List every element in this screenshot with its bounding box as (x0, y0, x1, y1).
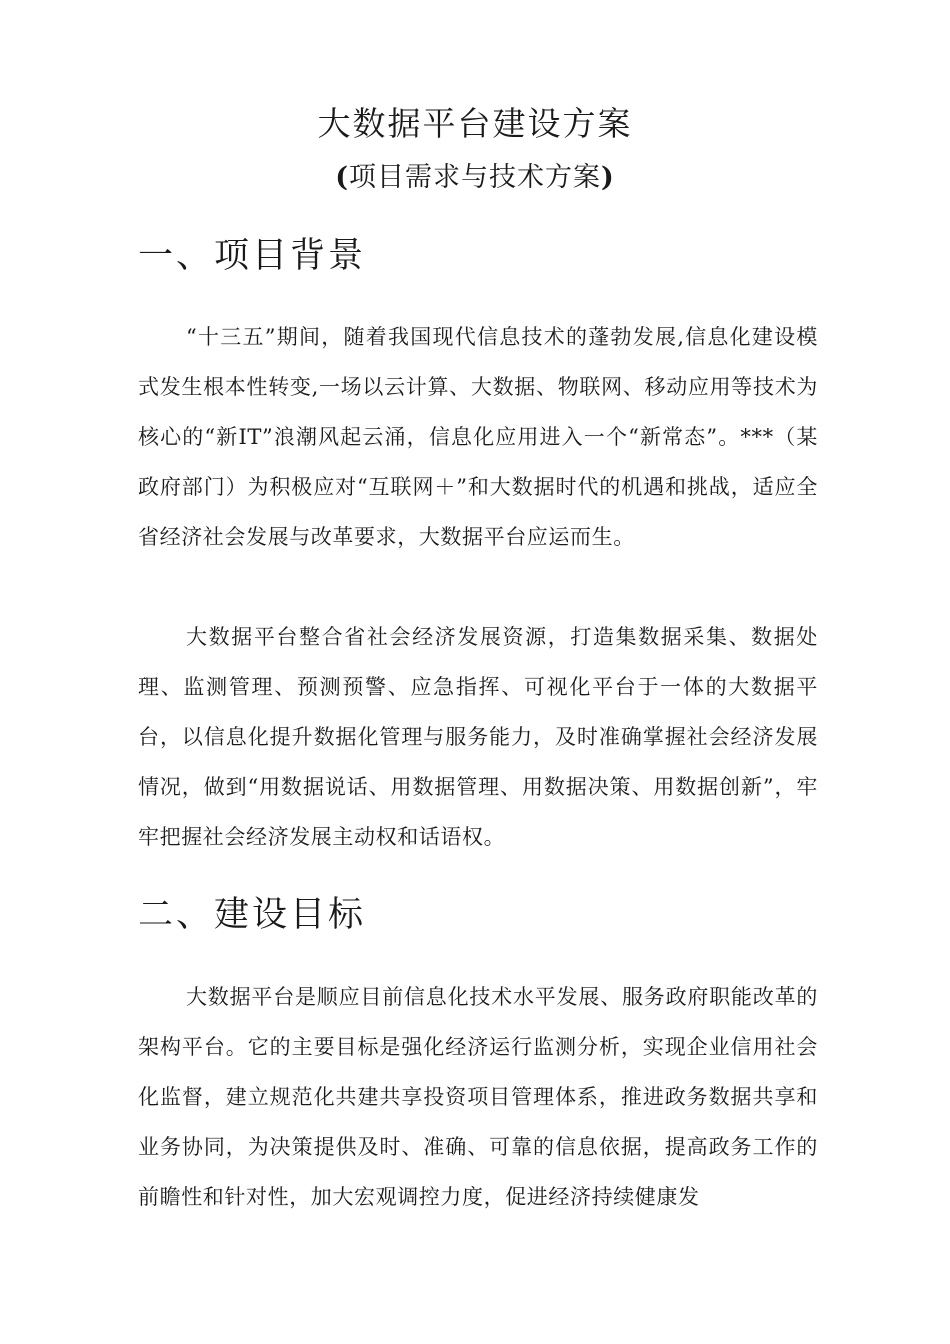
section-heading-goals: 二、建设目标 (138, 895, 367, 935)
paragraph-goals-1: 大数据平台是顺应目前信息化技术水平发展、服务政府职能改革的架构平台。它的主要目标是强化经济运行监测分析，实现企业信用社会化监督，建立规范化共建共享投资项目管理体系，推进政务数据共享和业务协同，为决策提供及时、准确、可靠的信息依据，提高政务工作的前瞻性和针对性，加大宏观调控力度，促进经济持续健康发 (138, 985, 818, 1209)
document-subtitle (0, 158, 950, 198)
subtitle-text: 项目需求与技术方案 (349, 162, 601, 193)
section-heading-background: 一、项目背景 (138, 236, 367, 276)
subtitle-open-paren: ( (335, 162, 349, 193)
paragraph-background-1: “十三五”期间，随着我国现代信息技术的蓬勃发展,信息化建设模式发生根本性转变,一场以云计算、大数据、物联网、移动应用等技术为核心的“新IT”浪潮风起云涌，信息化应用进入一个“新常态”。***（某政府部门）为积极应对“互联网＋”和大数据时代的机遇和挑战，适应全省经济社会发展与改革要求，大数据平台应运而生。 (138, 325, 818, 549)
subtitle-close-paren: ) (601, 162, 615, 193)
document-title: 大数据平台建设方案 (317, 104, 633, 143)
paragraph-background-2: 大数据平台整合省社会经济发展资源，打造集数据采集、数据处理、监测管理、预测预警、应急指挥、可视化平台于一体的大数据平台，以信息化提升数据化管理与服务能力，及时准确掌握社会经济发展情况，做到“用数据说话、用数据管理、用数据决策、用数据创新”，牢牢把握社会经济发展主动权和话语权。 (138, 625, 818, 849)
